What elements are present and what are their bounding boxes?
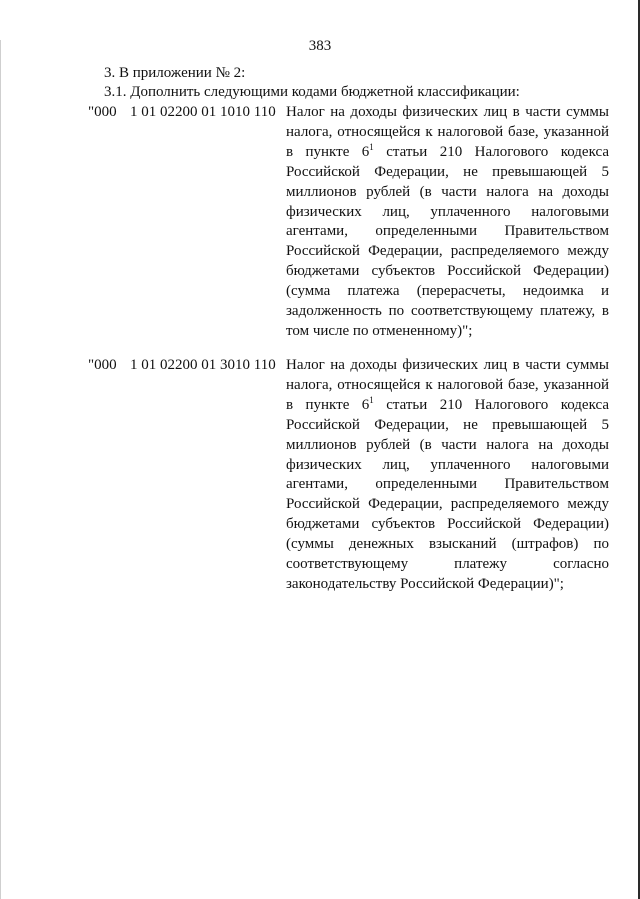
section-heading: 3. В приложении № 2:	[104, 65, 246, 81]
entry-code-prefix: "000	[88, 104, 117, 120]
superscript-marker: 1	[369, 141, 374, 152]
budget-classification-code: 1 01 02200 01 3010 110	[130, 357, 276, 373]
entry-description	[286, 103, 609, 342]
scan-border-left	[0, 40, 1, 899]
entry-code-prefix: "000	[88, 357, 117, 373]
entry-description-part: Налог на доходы физических лиц в части суммы налога, относящейся к налоговой базе, указанной в пункте 6	[286, 104, 609, 160]
page-number: 383	[308, 38, 332, 54]
entry-description-part: статьи 210 Налогового кодекса Российской Федерации, не превышающей 5 миллионов рублей (в части налога на доходы физических лиц, уплаченного налоговыми агентами, определенными Правительством Российской Федерации, распределяемого между бюджетами субъектов Российской Федерации) (сумма платежа (перерасчеты, недоимка и задолженность по соответствующему платежу, в том числе по отмененному)";	[286, 143, 609, 339]
entry-description-part: статьи 210 Налогового кодекса Российской Федерации, не превышающей 5 миллионов рублей (в части налога на доходы физических лиц, уплаченного налоговыми агентами, определенными Правительством Российской Федерации, распределяемого между бюджетами субъектов Российской Федерации) (суммы денежных взысканий (штрафов) по соответствующему платежу согласно законодательству Российской Федерации)";	[286, 396, 609, 592]
entry-description	[286, 356, 609, 595]
subsection-heading: 3.1. Дополнить следующими кодами бюджетной классификации:	[104, 84, 520, 100]
budget-classification-code: 1 01 02200 01 1010 110	[130, 104, 276, 120]
superscript-marker: 1	[369, 394, 374, 405]
entry-description-part: Налог на доходы физических лиц в части суммы налога, относящейся к налоговой базе, указанной в пункте 6	[286, 357, 609, 413]
